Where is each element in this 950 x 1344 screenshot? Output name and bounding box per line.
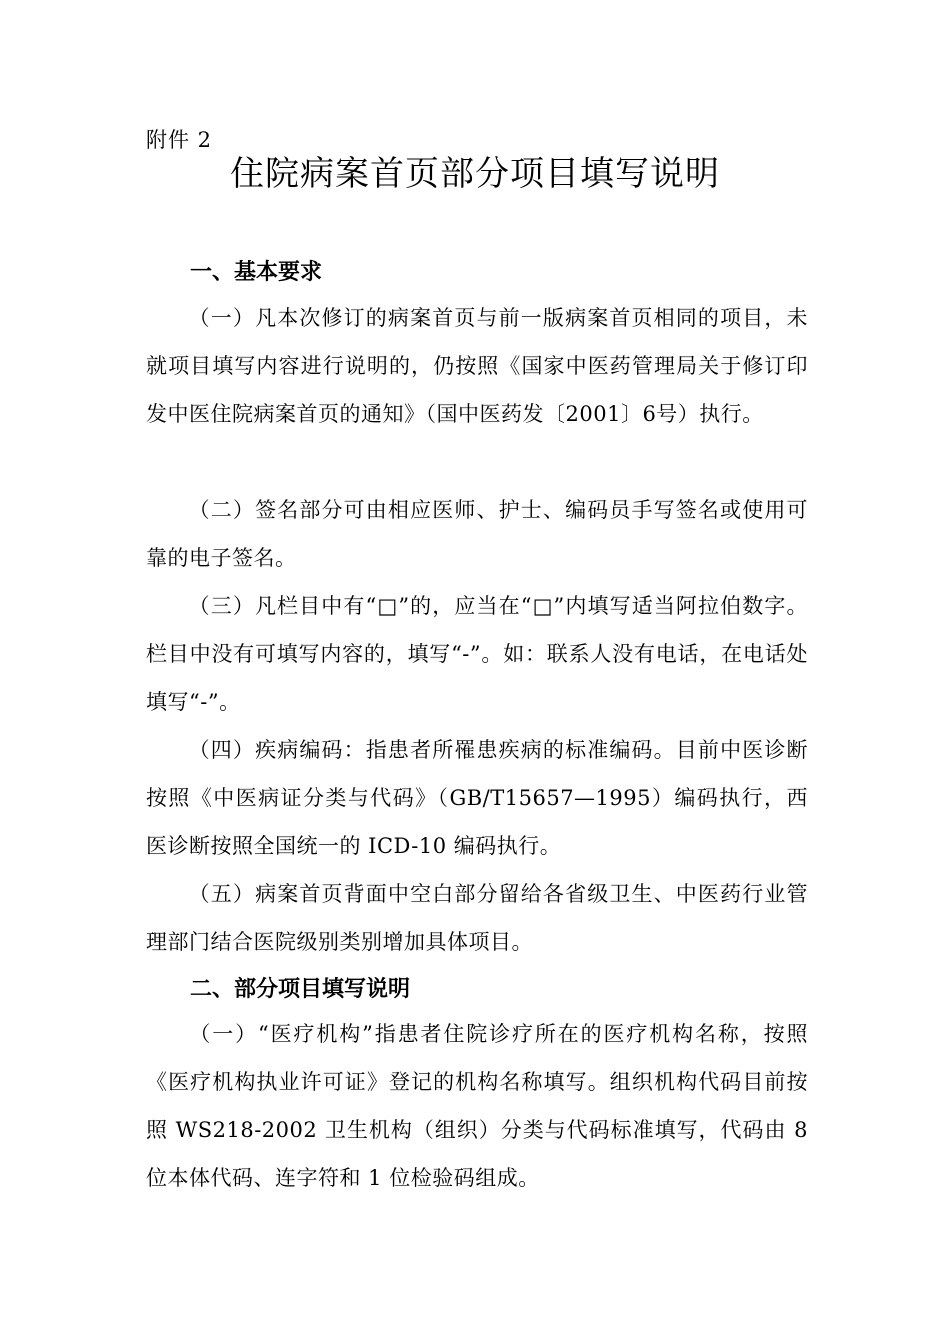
- paragraph-2-1: （一）“医疗机构”指患者住院诊疗所在的医疗机构名称，按照《医疗机构执业许可证》登记的机构名称填写。组织机构代码目前按照 WS218-2002 卫生机构（组织）分类与代码标准填写，代码由 8 位本体代码、连字符和 1 位检验码组成。: [146, 1022, 808, 1190]
- attachment-label: 附件 2: [146, 128, 213, 152]
- paragraph-1-3: （三）凡栏目中有“□”的，应当在“□”内填写适当阿拉伯数字。栏目中没有可填写内容的，填写“-”。如：联系人没有电话，在电话处填写“-”。: [146, 594, 808, 714]
- section-1-heading: 一、基本要求: [190, 260, 323, 285]
- document-title: 住院病案首页部分项目填写说明: [230, 154, 720, 194]
- paragraph-1-2: （二）签名部分可由相应医师、护士、编码员手写签名或使用可靠的电子签名。: [146, 498, 808, 570]
- section-2-heading: 二、部分项目填写说明: [190, 977, 411, 1002]
- paragraph-1-4: （四）疾病编码：指患者所罹患疾病的标准编码。目前中医诊断按照《中医病证分类与代码》（GB/T15657—1995）编码执行，西医诊断按照全国统一的 ICD-10 编码执行。: [146, 738, 808, 858]
- paragraph-1-5: （五）病案首页背面中空白部分留给各省级卫生、中医药行业管理部门结合医院级别类别增加具体项目。: [146, 882, 808, 954]
- paragraph-1-1: （一）凡本次修订的病案首页与前一版病案首页相同的项目，未就项目填写内容进行说明的，仍按照《国家中医药管理局关于修订印发中医住院病案首页的通知》（国中医药发〔2001〕6号）执行。: [146, 306, 808, 426]
